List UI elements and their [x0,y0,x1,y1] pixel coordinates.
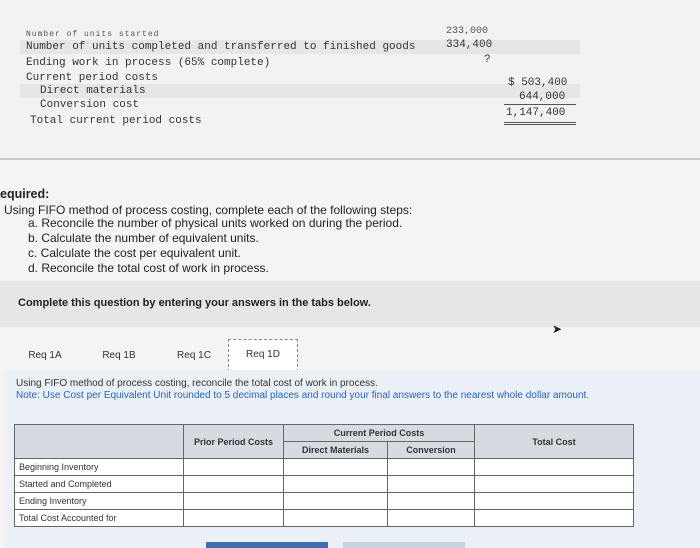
row-label: Total Cost Accounted for [15,510,184,527]
tab-instructions [16,378,656,402]
input-cell[interactable] [388,493,475,510]
table-row [15,510,634,527]
input-cell[interactable] [284,459,388,476]
next-button[interactable] [343,542,465,548]
input-cell[interactable] [475,476,634,493]
conversion-header: Conversion [388,442,475,459]
current-costs-label: Current period costs [26,72,159,84]
input-cell[interactable] [184,510,284,527]
complete-prompt: Complete this question by entering your answers in the tabs below. [18,297,371,309]
direct-materials-value: $ 503,400 [508,77,568,89]
row-label: Ending Inventory [15,493,184,510]
input-cell[interactable] [284,476,388,493]
tab-req-1b[interactable]: Req 1B [102,350,136,361]
step-d: d. Reconcile the total cost of work in process. [28,261,269,275]
input-cell[interactable] [388,510,475,527]
tab-req-1c[interactable]: Req 1C [177,350,211,361]
input-cell[interactable] [475,510,634,527]
direct-materials-header: Direct Materials [284,442,388,459]
input-cell[interactable] [184,459,284,476]
tab-req-1a[interactable]: Req 1A [28,350,62,361]
section-divider [0,158,700,160]
total-rule [504,122,576,123]
prior-costs-header: Prior Period Costs [184,425,284,459]
row-label: Started and Completed [15,476,184,493]
total-cost-header: Total Cost [475,425,634,459]
input-cell[interactable] [284,510,388,527]
input-cell[interactable] [184,476,284,493]
tab-req-1d[interactable]: Req 1D [228,339,298,372]
input-cell[interactable] [475,459,634,476]
units-completed-value: 334,400 [446,39,493,51]
row-label: Beginning Inventory [15,459,184,476]
cut-off-value: 233,000 [446,26,489,34]
total-costs-value: 1,147,400 [506,107,566,119]
required-heading: equired: [0,187,50,201]
instruction-main: Using FIFO method of process costing, reconcile the total cost of work in process. [16,378,378,389]
step-a: a. Reconcile the number of physical units worked on during the period. [28,216,403,230]
total-double-rule [504,124,576,125]
subtotal-rule [504,104,576,105]
ending-wip-label: Ending work in process (65% complete) [26,57,271,69]
required-intro: Using FIFO method of process costing, complete each of the following steps: [4,203,413,217]
direct-materials-label: Direct materials [40,85,146,97]
cut-off-line: Number of units started [26,30,160,37]
input-cell[interactable] [284,493,388,510]
cursor-icon: ➤ [552,322,563,336]
input-cell[interactable] [475,493,634,510]
instruction-note: Note: Use Cost per Equivalent Unit rounded to 5 decimal places and round your final answers to the nearest whole dollar amount. [16,390,590,401]
prev-button[interactable] [206,542,328,548]
input-cell[interactable] [184,493,284,510]
blank-header [15,425,184,459]
reconciliation-table [14,424,634,527]
ending-wip-value: ? [484,54,491,66]
conversion-cost-label: Conversion cost [40,99,140,111]
table-row [15,493,634,510]
input-cell[interactable] [388,476,475,493]
step-b: b. Calculate the number of equivalent units. [28,231,259,245]
table-row [15,459,634,476]
total-costs-label: Total current period costs [30,115,202,127]
current-costs-header: Current Period Costs [284,425,475,442]
units-completed-label: Number of units completed and transferred to finished goods [26,41,416,53]
input-cell[interactable] [388,459,475,476]
table-row [15,476,634,493]
conversion-cost-value: 644,000 [519,91,566,103]
step-c: c. Calculate the cost per equivalent unit. [28,246,241,260]
